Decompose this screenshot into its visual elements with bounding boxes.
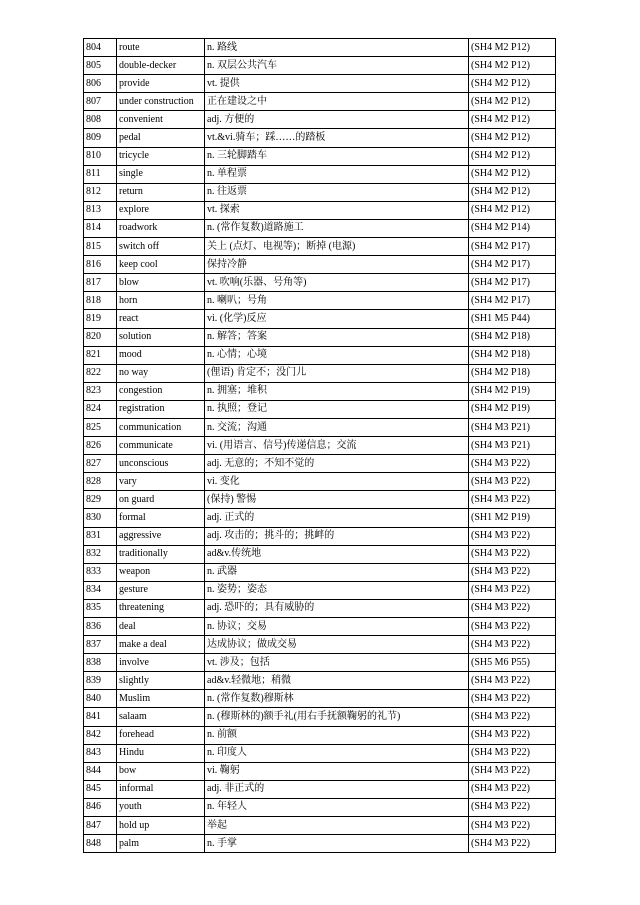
entry-word: palm — [117, 835, 205, 853]
entry-source: (SH4 M3 P22) — [469, 672, 556, 690]
entry-meaning: n. (穆斯林的)额手礼(用右手抚额鞠躬的礼节) — [205, 708, 469, 726]
table-row — [84, 437, 556, 455]
entry-number: 818 — [84, 292, 117, 310]
entry-number: 848 — [84, 835, 117, 853]
table-row — [84, 183, 556, 201]
entry-number: 844 — [84, 762, 117, 780]
entry-meaning: n. 协议；交易 — [205, 618, 469, 636]
entry-meaning: n. 交流；沟通 — [205, 418, 469, 436]
entry-number: 808 — [84, 111, 117, 129]
entry-meaning: ad&v.传统地 — [205, 545, 469, 563]
entry-number: 820 — [84, 328, 117, 346]
entry-source: (SH4 M2 P12) — [469, 201, 556, 219]
entry-meaning: n. 拥塞；堆积 — [205, 382, 469, 400]
table-row — [84, 201, 556, 219]
table-row — [84, 654, 556, 672]
entry-meaning: adj. 正式的 — [205, 509, 469, 527]
entry-word: keep cool — [117, 256, 205, 274]
entry-source: (SH4 M2 P18) — [469, 328, 556, 346]
entry-meaning: vi. 鞠躬 — [205, 762, 469, 780]
entry-meaning: n. 年轻人 — [205, 798, 469, 816]
entry-number: 811 — [84, 165, 117, 183]
entry-source: (SH4 M2 P12) — [469, 147, 556, 165]
table-row — [84, 473, 556, 491]
entry-meaning: adj. 方便的 — [205, 111, 469, 129]
entry-meaning: n. 解答；答案 — [205, 328, 469, 346]
entry-source: (SH4 M2 P17) — [469, 274, 556, 292]
entry-meaning: vt.&vi.骑车；踩……的踏板 — [205, 129, 469, 147]
entry-number: 806 — [84, 75, 117, 93]
entry-word: make a deal — [117, 636, 205, 654]
entry-source: (SH4 M2 P18) — [469, 364, 556, 382]
entry-source: (SH4 M3 P22) — [469, 455, 556, 473]
entry-number: 815 — [84, 238, 117, 256]
entry-meaning: n. 前额 — [205, 726, 469, 744]
entry-meaning: vt. 提供 — [205, 75, 469, 93]
entry-number: 807 — [84, 93, 117, 111]
table-row — [84, 690, 556, 708]
entry-word: route — [117, 39, 205, 57]
entry-number: 816 — [84, 256, 117, 274]
table-row — [84, 93, 556, 111]
table-row — [84, 835, 556, 853]
table-row — [84, 346, 556, 364]
entry-word: congestion — [117, 382, 205, 400]
entry-word: blow — [117, 274, 205, 292]
entry-word: convenient — [117, 111, 205, 129]
entry-number: 830 — [84, 509, 117, 527]
table-row — [84, 618, 556, 636]
table-row — [84, 798, 556, 816]
entry-source: (SH5 M6 P55) — [469, 654, 556, 672]
table-row — [84, 636, 556, 654]
entry-word: communicate — [117, 437, 205, 455]
entry-number: 828 — [84, 473, 117, 491]
entry-word: salaam — [117, 708, 205, 726]
table-row — [84, 762, 556, 780]
table-row — [84, 509, 556, 527]
entry-number: 810 — [84, 147, 117, 165]
entry-meaning: adj. 无意的；不知不觉的 — [205, 455, 469, 473]
entry-number: 817 — [84, 274, 117, 292]
entry-word: involve — [117, 654, 205, 672]
entry-word: formal — [117, 509, 205, 527]
entry-word: registration — [117, 400, 205, 418]
entry-word: Hindu — [117, 744, 205, 762]
entry-number: 812 — [84, 183, 117, 201]
table-row — [84, 672, 556, 690]
entry-word: aggressive — [117, 527, 205, 545]
entry-meaning: 保持冷静 — [205, 256, 469, 274]
table-row — [84, 382, 556, 400]
entry-number: 836 — [84, 618, 117, 636]
entry-word: on guard — [117, 491, 205, 509]
entry-meaning: ad&v.轻微地；稍微 — [205, 672, 469, 690]
entry-number: 847 — [84, 817, 117, 835]
entry-source: (SH4 M3 P22) — [469, 599, 556, 617]
entry-source: (SH4 M3 P22) — [469, 762, 556, 780]
entry-word: traditionally — [117, 545, 205, 563]
entry-meaning: n. (常作复数)道路施工 — [205, 219, 469, 237]
entry-number: 838 — [84, 654, 117, 672]
entry-number: 832 — [84, 545, 117, 563]
entry-word: switch off — [117, 238, 205, 256]
table-row — [84, 581, 556, 599]
entry-word: weapon — [117, 563, 205, 581]
entry-source: (SH4 M2 P12) — [469, 93, 556, 111]
entry-word: forehead — [117, 726, 205, 744]
entry-source: (SH4 M3 P22) — [469, 545, 556, 563]
entry-number: 819 — [84, 310, 117, 328]
entry-number: 831 — [84, 527, 117, 545]
entry-meaning: vi. 变化 — [205, 473, 469, 491]
entry-number: 826 — [84, 437, 117, 455]
entry-meaning: n. 姿势；姿态 — [205, 581, 469, 599]
entry-meaning: n. (常作复数)穆斯林 — [205, 690, 469, 708]
table-row — [84, 817, 556, 835]
entry-word: Muslim — [117, 690, 205, 708]
entry-source: (SH4 M3 P22) — [469, 744, 556, 762]
entry-number: 833 — [84, 563, 117, 581]
entry-word: vary — [117, 473, 205, 491]
entry-source: (SH4 M2 P12) — [469, 57, 556, 75]
entry-number: 814 — [84, 219, 117, 237]
entry-number: 841 — [84, 708, 117, 726]
entry-word: hold up — [117, 817, 205, 835]
entry-source: (SH4 M2 P17) — [469, 292, 556, 310]
entry-meaning: n. 路线 — [205, 39, 469, 57]
entry-source: (SH4 M2 P12) — [469, 165, 556, 183]
entry-source: (SH4 M3 P22) — [469, 618, 556, 636]
entry-word: solution — [117, 328, 205, 346]
entry-meaning: adj. 攻击的；挑斗的；挑衅的 — [205, 527, 469, 545]
entry-source: (SH4 M2 P18) — [469, 346, 556, 364]
table-row — [84, 491, 556, 509]
entry-source: (SH4 M2 P12) — [469, 129, 556, 147]
entry-word: tricycle — [117, 147, 205, 165]
entry-meaning: vt. 吹响(乐器、号角等) — [205, 274, 469, 292]
entry-source: (SH4 M3 P22) — [469, 817, 556, 835]
entry-meaning: n. 印度人 — [205, 744, 469, 762]
entry-word: threatening — [117, 599, 205, 617]
entry-word: under construction — [117, 93, 205, 111]
entry-word: react — [117, 310, 205, 328]
entry-source: (SH4 M2 P12) — [469, 183, 556, 201]
entry-word: provide — [117, 75, 205, 93]
entry-number: 813 — [84, 201, 117, 219]
entry-word: youth — [117, 798, 205, 816]
entry-source: (SH4 M3 P22) — [469, 563, 556, 581]
entry-source: (SH4 M3 P22) — [469, 726, 556, 744]
entry-source: (SH4 M3 P22) — [469, 581, 556, 599]
entry-source: (SH4 M3 P22) — [469, 835, 556, 853]
entry-source: (SH4 M3 P22) — [469, 690, 556, 708]
entry-number: 824 — [84, 400, 117, 418]
table-row — [84, 39, 556, 57]
entry-word: double-decker — [117, 57, 205, 75]
entry-source: (SH4 M2 P19) — [469, 382, 556, 400]
entry-source: (SH4 M2 P14) — [469, 219, 556, 237]
entry-word: roadwork — [117, 219, 205, 237]
entry-word: pedal — [117, 129, 205, 147]
entry-source: (SH1 M5 P44) — [469, 310, 556, 328]
entry-number: 805 — [84, 57, 117, 75]
entry-number: 804 — [84, 39, 117, 57]
entry-word: slightly — [117, 672, 205, 690]
entry-number: 822 — [84, 364, 117, 382]
entry-meaning: n. 双层公共汽车 — [205, 57, 469, 75]
entry-source: (SH4 M3 P22) — [469, 636, 556, 654]
table-row — [84, 455, 556, 473]
entry-number: 829 — [84, 491, 117, 509]
entry-number: 827 — [84, 455, 117, 473]
entry-number: 835 — [84, 599, 117, 617]
table-row — [84, 726, 556, 744]
entry-word: unconscious — [117, 455, 205, 473]
entry-meaning: 达成协议；做成交易 — [205, 636, 469, 654]
entry-source: (SH4 M3 P22) — [469, 798, 556, 816]
entry-number: 825 — [84, 418, 117, 436]
table-row — [84, 744, 556, 762]
entry-source: (SH4 M3 P22) — [469, 527, 556, 545]
entry-word: deal — [117, 618, 205, 636]
vocabulary-table-body — [84, 39, 556, 853]
table-row — [84, 545, 556, 563]
table-row — [84, 780, 556, 798]
table-row — [84, 256, 556, 274]
entry-source: (SH4 M3 P21) — [469, 437, 556, 455]
entry-number: 839 — [84, 672, 117, 690]
entry-number: 823 — [84, 382, 117, 400]
entry-meaning: vi. (化学)反应 — [205, 310, 469, 328]
entry-source: (SH4 M2 P19) — [469, 400, 556, 418]
table-row — [84, 328, 556, 346]
entry-source: (SH4 M2 P12) — [469, 111, 556, 129]
entry-number: 843 — [84, 744, 117, 762]
entry-word: gesture — [117, 581, 205, 599]
entry-source: (SH4 M2 P17) — [469, 238, 556, 256]
entry-word: communication — [117, 418, 205, 436]
table-row — [84, 599, 556, 617]
entry-number: 846 — [84, 798, 117, 816]
entry-number: 845 — [84, 780, 117, 798]
entry-meaning: vt. 探索 — [205, 201, 469, 219]
table-row — [84, 147, 556, 165]
entry-word: informal — [117, 780, 205, 798]
table-row — [84, 75, 556, 93]
table-row — [84, 418, 556, 436]
table-row — [84, 527, 556, 545]
entry-word: explore — [117, 201, 205, 219]
table-row — [84, 310, 556, 328]
entry-source: (SH4 M3 P21) — [469, 418, 556, 436]
entry-source: (SH4 M3 P22) — [469, 708, 556, 726]
entry-word: bow — [117, 762, 205, 780]
table-row — [84, 400, 556, 418]
table-row — [84, 364, 556, 382]
entry-word: horn — [117, 292, 205, 310]
entry-meaning: n. 单程票 — [205, 165, 469, 183]
table-row — [84, 563, 556, 581]
entry-source: (SH4 M3 P22) — [469, 491, 556, 509]
table-row — [84, 129, 556, 147]
entry-meaning: (保持) 警惕 — [205, 491, 469, 509]
entry-meaning: n. 三轮脚踏车 — [205, 147, 469, 165]
entry-source: (SH4 M3 P22) — [469, 473, 556, 491]
entry-source: (SH1 M2 P19) — [469, 509, 556, 527]
table-row — [84, 111, 556, 129]
table-row — [84, 708, 556, 726]
entry-meaning: 关上 (点灯、电视等)；断掉 (电源) — [205, 238, 469, 256]
entry-word: no way — [117, 364, 205, 382]
vocabulary-table — [83, 38, 556, 853]
table-row — [84, 57, 556, 75]
entry-source: (SH4 M2 P12) — [469, 39, 556, 57]
entry-source: (SH4 M3 P22) — [469, 780, 556, 798]
entry-source: (SH4 M2 P17) — [469, 256, 556, 274]
entry-meaning: n. 往返票 — [205, 183, 469, 201]
entry-meaning: (俚语) 肯定不；没门儿 — [205, 364, 469, 382]
entry-meaning: n. 喇叭；号角 — [205, 292, 469, 310]
entry-meaning: n. 执照；登记 — [205, 400, 469, 418]
table-row — [84, 219, 556, 237]
entry-number: 840 — [84, 690, 117, 708]
entry-word: single — [117, 165, 205, 183]
entry-meaning: vi. (用语言、信号)传递信息；交流 — [205, 437, 469, 455]
entry-meaning: n. 心情；心境 — [205, 346, 469, 364]
entry-number: 842 — [84, 726, 117, 744]
table-row — [84, 238, 556, 256]
table-row — [84, 165, 556, 183]
entry-number: 821 — [84, 346, 117, 364]
entry-word: mood — [117, 346, 205, 364]
entry-word: return — [117, 183, 205, 201]
entry-number: 837 — [84, 636, 117, 654]
table-row — [84, 292, 556, 310]
entry-meaning: 举起 — [205, 817, 469, 835]
entry-meaning: adj. 非正式的 — [205, 780, 469, 798]
entry-number: 809 — [84, 129, 117, 147]
entry-meaning: 正在建设之中 — [205, 93, 469, 111]
entry-number: 834 — [84, 581, 117, 599]
table-row — [84, 274, 556, 292]
entry-meaning: n. 武器 — [205, 563, 469, 581]
entry-meaning: adj. 恐吓的；具有威胁的 — [205, 599, 469, 617]
entry-meaning: vt. 涉及；包括 — [205, 654, 469, 672]
entry-meaning: n. 手掌 — [205, 835, 469, 853]
entry-source: (SH4 M2 P12) — [469, 75, 556, 93]
